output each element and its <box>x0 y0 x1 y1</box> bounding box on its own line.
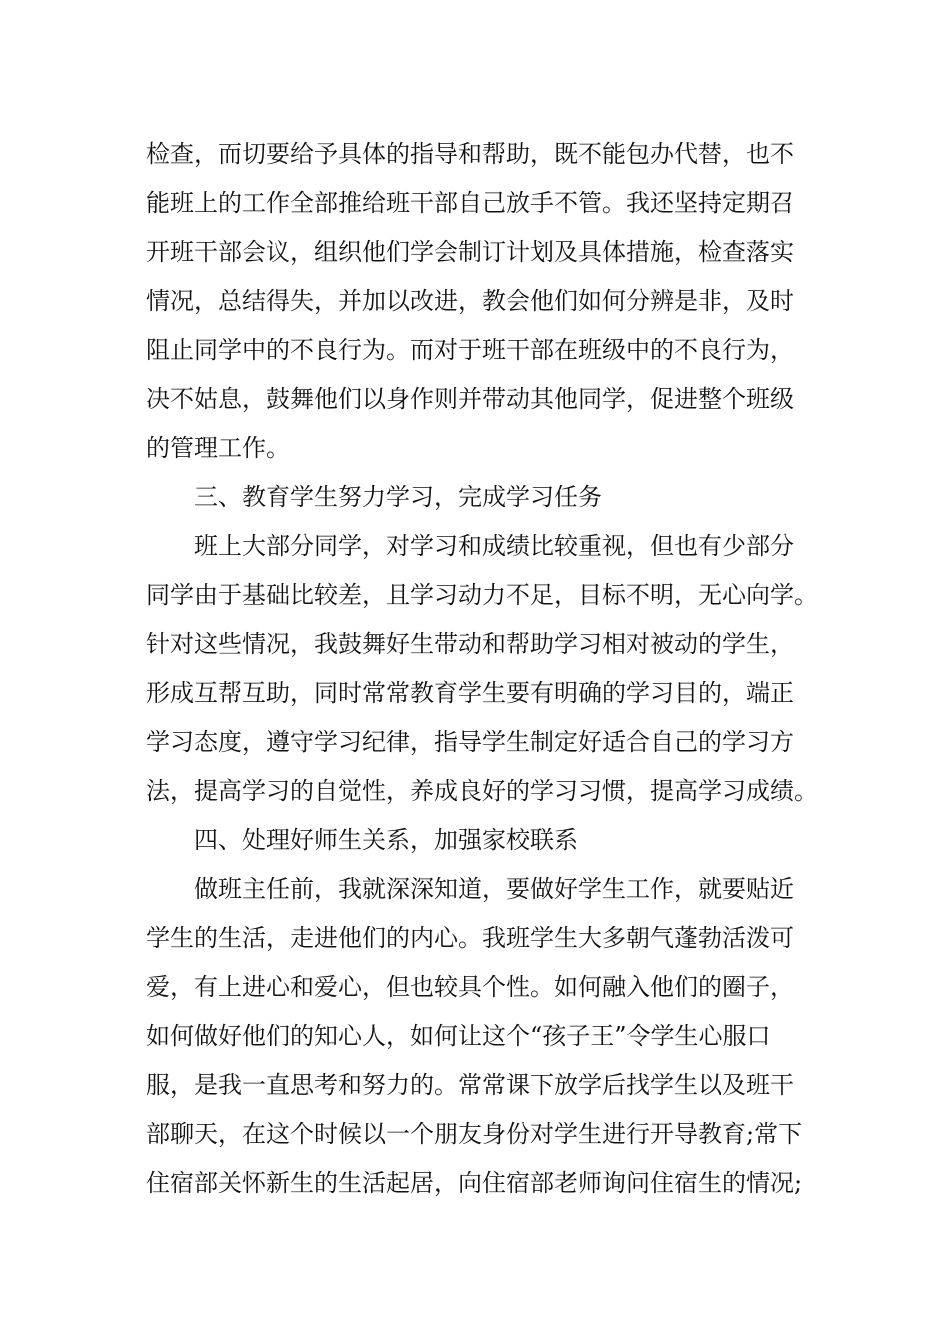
text-line: 形成互帮互助，同时常常教育学生要有明确的学习目的，端正 <box>146 679 794 707</box>
text-line: 阻止同学中的不良行为。而对于班干部在班级中的不良行为， <box>146 336 794 364</box>
text-line: 服，是我一直思考和努力的。常常课下放学后找学生以及班干 <box>146 1071 794 1099</box>
text-line: 情况，总结得失，并加以改进，教会他们如何分辨是非，及时 <box>146 287 794 315</box>
text-line: 能班上的工作全部推给班干部自己放手不管。我还坚持定期召 <box>146 189 794 217</box>
text-line: 开班干部会议，组织他们学会制订计划及具体措施，检查落实 <box>146 238 794 266</box>
text-line: 同学由于基础比较差，且学习动力不足，目标不明，无心向学。 <box>146 581 818 609</box>
text-line: 学习态度，遵守学习纪律，指导学生制定好适合自己的学习方 <box>146 728 794 756</box>
text-line: 班上大部分同学，对学习和成绩比较重视，但也有少部分 <box>194 532 794 560</box>
text-line: 如何做好他们的知心人，如何让这个“孩子王”令学生心服口 <box>146 1022 771 1050</box>
text-line: 的管理工作。 <box>146 434 290 462</box>
text-line: 针对这些情况，我鼓舞好生带动和帮助学习相对被动的学生， <box>146 630 794 658</box>
text-line: 爱，有上进心和爱心，但也较具个性。如何融入他们的圈子， <box>146 973 794 1001</box>
section-heading: 四、处理好师生关系，加强家校联系 <box>194 826 578 854</box>
text-line: 学生的生活，走进他们的内心。我班学生大多朝气蓬勃活泼可 <box>146 924 794 952</box>
section-heading: 三、教育学生努力学习，完成学习任务 <box>194 483 602 511</box>
body-text <box>146 130 816 1208</box>
text-line: 法，提高学习的自觉性，养成良好的学习习惯，提高学习成绩。 <box>146 777 818 805</box>
text-line: 检查，而切要给予具体的指导和帮助，既不能包办代替，也不 <box>146 140 794 168</box>
text-line: 做班主任前，我就深深知道，要做好学生工作，就要贴近 <box>194 875 794 903</box>
text-line: 住宿部关怀新生的生活起居，向住宿部老师询问住宿生的情况; <box>146 1169 803 1197</box>
text-line: 决不姑息，鼓舞他们以身作则并带动其他同学，促进整个班级 <box>146 385 794 413</box>
text-line: 部聊天，在这个时候以一个朋友身份对学生进行开导教育;常下 <box>146 1120 803 1148</box>
